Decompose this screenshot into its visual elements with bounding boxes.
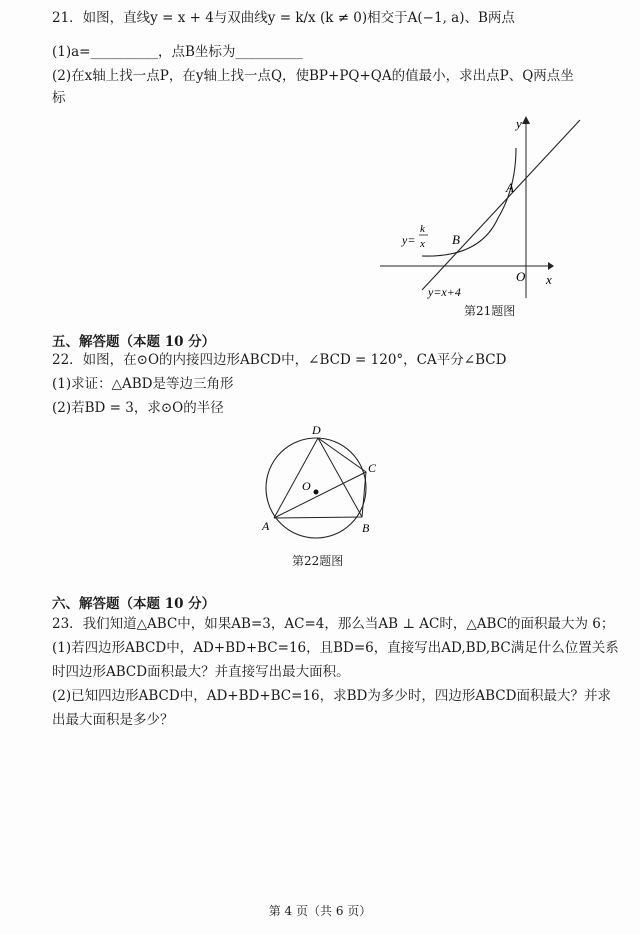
- point-b-label: B: [452, 232, 460, 247]
- q23-part2: (2)已知四边形ABCD中，AD+BD+BC=16，求BD为多少时，四边形ABCD面积最大？并求: [52, 688, 611, 704]
- curve-frac-den: x: [420, 238, 425, 250]
- q21-caption: 第21题图: [464, 304, 516, 318]
- center-o-label: O: [302, 479, 311, 493]
- q22-statement: 22．如图，在⊙O的内接四边形ABCD中，∠BCD = 120°，CA平分∠BCD: [52, 352, 507, 368]
- line-label: y=x+4: [428, 285, 461, 299]
- curve-frac-num: k: [420, 223, 425, 235]
- q21-statement: 21．如图，直线y = x + 4与双曲线y = k/x (k ≠ 0)相交于A(−1, a)、B两点: [52, 10, 515, 26]
- section-6-heading: 六、解答题（本题 10 分）: [52, 596, 216, 612]
- q21-graph: [370, 108, 600, 300]
- section-5-heading: 五、解答题（本题 10 分）: [52, 334, 216, 350]
- y-axis-label: y: [516, 116, 522, 131]
- q23-part1: (1)若四边形ABCD中，AD+BD+BC=16，且BD=6，直接写出AD,BD,BC满足什么位置关系: [52, 640, 619, 656]
- vertex-d-label: D: [312, 423, 321, 437]
- x-axis-label: x: [546, 272, 552, 287]
- q22-part2: (2)若BD = 3，求⊙O的半径: [52, 400, 224, 416]
- q21-part2: (2)在x轴上找一点P，在y轴上找一点Q，使BP+PQ+QA的值最小，求出点P、Q两点坐: [52, 68, 574, 84]
- q22-figure: [258, 422, 388, 548]
- q23-part2-cont: 出最大面积是多少？: [52, 712, 174, 728]
- q21-part2-cont: 标: [52, 90, 66, 106]
- vertex-a-label: A: [262, 519, 270, 533]
- vertex-b-label: B: [362, 521, 370, 535]
- page-footer: 第 4 页（共 6 页）: [268, 904, 372, 918]
- origin-label: O: [516, 269, 526, 284]
- q22-caption: 第22题图: [292, 554, 344, 568]
- vertex-c-label: C: [368, 461, 377, 475]
- q21-part1: (1)a=__________，点B坐标为__________: [52, 44, 303, 60]
- point-a-label: A: [506, 180, 514, 195]
- q22-part1: (1)求证：△ABD是等边三角形: [52, 376, 234, 392]
- q23-statement: 23．我们知道△ABC中，如果AB=3，AC=4，那么当AB ⊥ AC时，△ABC的面积最大为 6；: [52, 616, 615, 632]
- curve-label: y=: [402, 233, 416, 247]
- q23-part1-cont: 时四边形ABCD面积最大？并直接写出最大面积。: [52, 664, 350, 680]
